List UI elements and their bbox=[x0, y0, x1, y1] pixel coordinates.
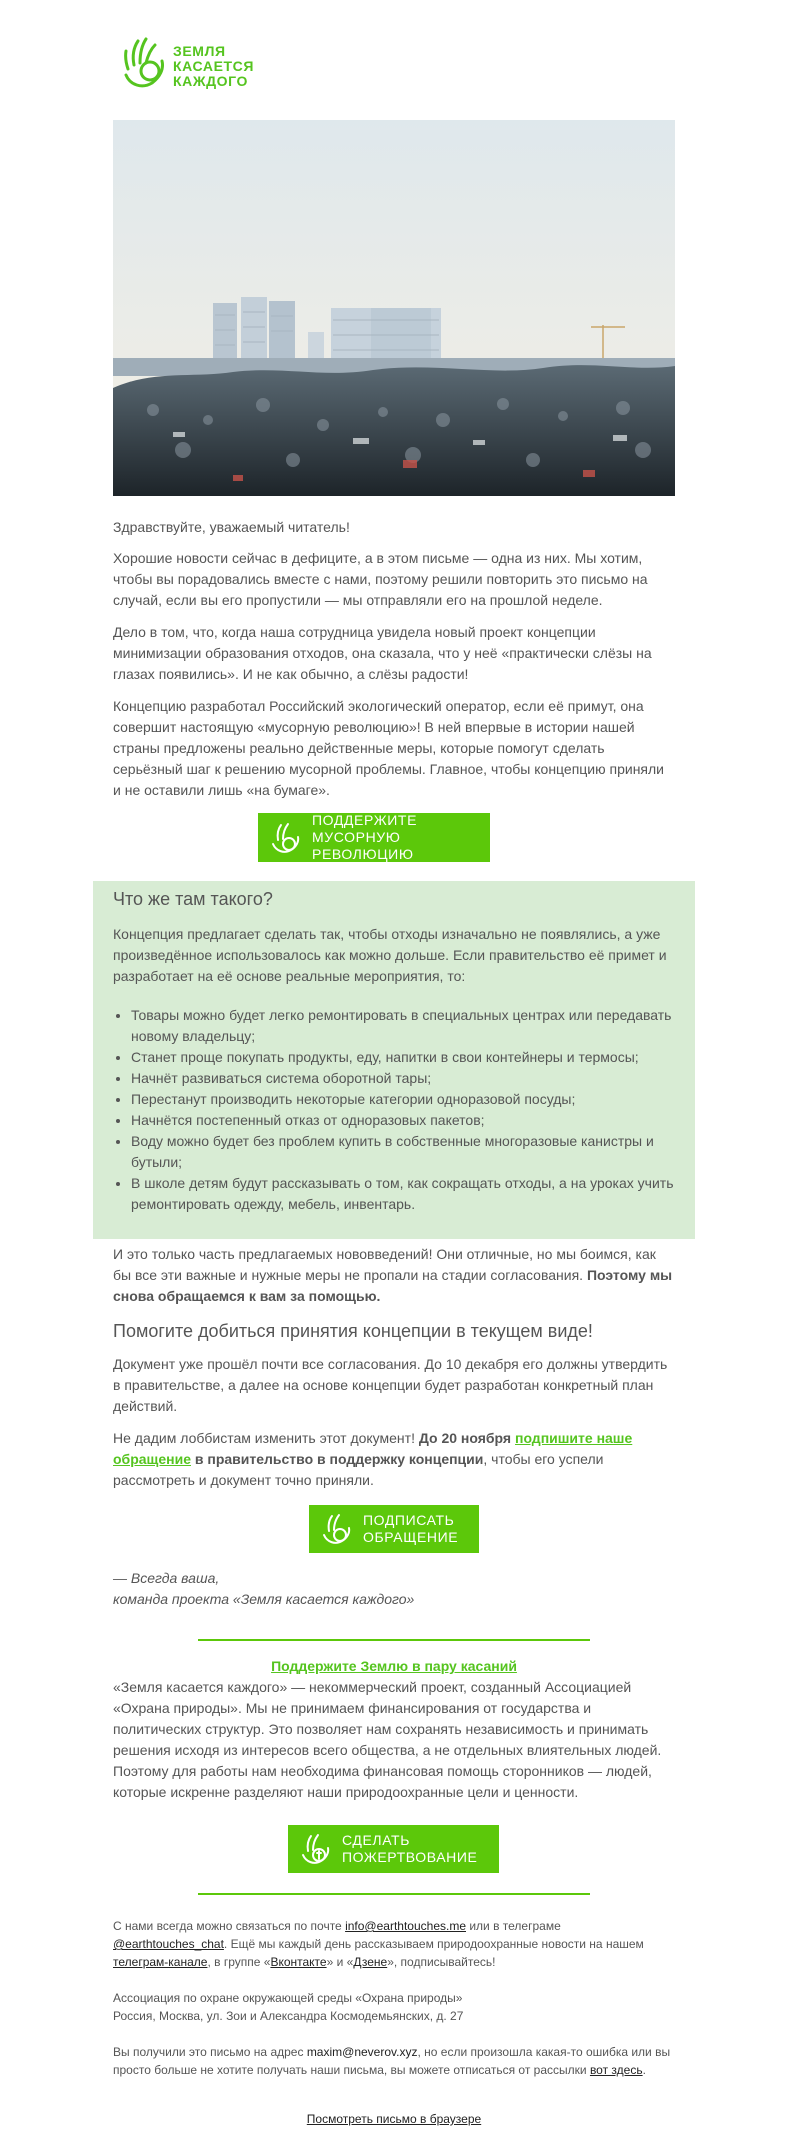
list-item: • В школе детям будут рассказывать о том, как сокращать отходы, а на уроках учить ремонтировать одежду, мебель, инвентарь. bbox=[131, 1173, 675, 1215]
sign-appeal-button[interactable] bbox=[309, 1505, 479, 1553]
browser-view bbox=[113, 2110, 675, 2128]
email-link[interactable]: info@earthtouches.me bbox=[345, 1919, 466, 1933]
landfill-photo bbox=[113, 120, 675, 496]
measures-list bbox=[113, 1005, 675, 1215]
sent-text-c: . bbox=[642, 2063, 646, 2077]
telegram-chat-link[interactable]: @earthtouches_chat bbox=[113, 1937, 224, 1951]
button-label-line-1: ПОДДЕРЖИТЕ bbox=[312, 812, 418, 828]
logo-line-2: КАСАЕТСЯ bbox=[173, 58, 255, 74]
divider-bottom bbox=[198, 1893, 590, 1895]
after-bold: Поэтому мы снова обращаемся к вам за помощью. bbox=[113, 1267, 673, 1304]
help-p2-c: в правительство в поддержку концепции bbox=[190, 1451, 484, 1467]
logo-line-1: ЗЕМЛЯ bbox=[173, 43, 226, 59]
help-p2-d: , чтобы его успели рассмотреть и документ точно приняли. bbox=[113, 1451, 604, 1488]
logo-text bbox=[173, 44, 254, 89]
donate-title bbox=[113, 1656, 675, 1677]
greeting: Здравствуйте, уважаемый читатель! bbox=[113, 519, 350, 535]
button-label-line-1: СДЕЛАТЬ bbox=[342, 1832, 410, 1848]
button-label-line-2: МУСОРНУЮ РЕВОЛЮЦИЮ bbox=[312, 829, 414, 862]
donate-title-link[interactable]: Поддержите Землю в пару касаний bbox=[271, 1658, 517, 1674]
signature-line-2: команда проекта «Земля касается каждого» bbox=[113, 1591, 415, 1607]
donate-button[interactable] bbox=[288, 1825, 499, 1873]
org-line-2: Россия, Москва, ул. Зои и Александра Космодемьянских, д. 27 bbox=[113, 2009, 464, 2023]
button-label-line-2: ПОЖЕРТВОВАНИЕ bbox=[342, 1849, 478, 1865]
logo-line-3: КАЖДОГО bbox=[173, 73, 249, 89]
signature bbox=[113, 1568, 675, 1610]
contact-text-b: или в телеграме bbox=[466, 1919, 561, 1933]
list-item: • Начнётся постепенный отказ от одноразовых пакетов; bbox=[131, 1110, 675, 1131]
list-item: • Товары можно будет легко ремонтировать в специальных центрах или передавать новому владельцу; bbox=[131, 1005, 675, 1047]
help-section bbox=[113, 1244, 675, 1491]
sign-appeal-link[interactable]: подпишите наше обращение bbox=[113, 1430, 633, 1467]
help-paragraph-1: Документ уже прошёл почти все согласования. До 10 декабря его должны утвердить в правительстве, а далее на основе концепции будет разработан конкретный план действий. bbox=[113, 1356, 668, 1414]
divider-top bbox=[198, 1639, 590, 1641]
button-label-line-1: ПОДПИСАТЬ bbox=[363, 1512, 455, 1528]
dzen-link[interactable]: Дзене bbox=[353, 1955, 388, 1969]
contact-paragraph bbox=[113, 1917, 675, 1971]
donate-text: «Земля касается каждого» — некоммерческий проект, созданный Ассоциацией «Охрана природы». Мы не принимаем финансирования от государства и политических структур. Это позволяет нам сохранять независимость и принимать решения исходя из интересов всего общества, а не отдельных влиятельных людей. Поэтому для работы нам необходима финансовая помощь сторонников — людей, которые искренне разделяют наши природоохранные цели и ценности. bbox=[113, 1679, 662, 1800]
contact-text-f: », подписывайтесь! bbox=[387, 1955, 496, 1969]
sent-text-b: , но если произошла какая-то ошибка или вы просто больше не хотите получать наши письма, вы можете отписаться от рассылки bbox=[113, 2045, 671, 2077]
signature-line-1: — Всегда ваша, bbox=[113, 1570, 220, 1586]
help-p2-b: До 20 ноября bbox=[418, 1430, 515, 1446]
org-line-1: Ассоциация по охране окружающей среды «Охрана природы» bbox=[113, 1991, 463, 2005]
contact-text-a: С нами всегда можно связаться по почте bbox=[113, 1919, 346, 1933]
view-in-browser-link[interactable]: Посмотреть письмо в браузере bbox=[306, 2112, 482, 2126]
contact-text-e: » и « bbox=[326, 1955, 354, 1969]
sent-text-a: Вы получили это письмо на адрес bbox=[113, 2045, 307, 2059]
telegram-channel-link[interactable]: телеграм-канале bbox=[113, 1955, 208, 1969]
contact-text-c: . Ещё мы каждый день рассказываем природоохранные новости на нашем bbox=[223, 1937, 644, 1951]
unsubscribe-link[interactable]: вот здесь bbox=[589, 2063, 643, 2077]
help-paragraph-2 bbox=[113, 1428, 675, 1491]
support-revolution-button[interactable] bbox=[258, 813, 490, 862]
button-label-line-2: ОБРАЩЕНИЕ bbox=[363, 1529, 459, 1545]
list-item: • Перестанут производить некоторые категории одноразовой посуды; bbox=[131, 1089, 675, 1110]
earth-hand-icon bbox=[268, 820, 304, 856]
contact-text-d: , в группе « bbox=[207, 1955, 271, 1969]
what-section-title: Что же там такого? bbox=[113, 889, 273, 909]
after-paragraph bbox=[113, 1244, 675, 1307]
earth-hand-icon bbox=[319, 1511, 355, 1547]
landfill-illustration bbox=[113, 120, 675, 496]
intro-section bbox=[113, 517, 675, 801]
donate-section bbox=[113, 1656, 675, 1803]
what-section-intro: Концепция предлагает сделать так, чтобы отходы изначально не появлялись, а уже произведённое использовалось как можно дольше. Если правительство её примет и разработает на её основе реальные мероприятия, то: bbox=[113, 926, 667, 984]
vk-link[interactable]: Вконтакте bbox=[270, 1955, 327, 1969]
earth-hand-icon bbox=[120, 35, 170, 91]
intro-paragraph-2: Дело в том, что, когда наша сотрудница увидела новый проект концепции минимизации образования отходов, она сказала, что у неё «практически слёзы на глазах появились». И не как обычно, а слёзы радости! bbox=[113, 624, 652, 682]
footer bbox=[113, 1917, 675, 2079]
after-text: И это только часть предлагаемых нововведений! Они отличные, но мы боимся, как бы все эти важные и нужные меры не пропали на стадии согласования. bbox=[113, 1246, 656, 1283]
intro-paragraph-3: Концепцию разработал Российский экологический оператор, если её примут, она совершит настоящую «мусорную революцию»! В ней впервые в истории нашей страны предложены реально действенные меры, которые помогут сделать серьёзный шаг к решению мусорной проблемы. Главное, чтобы концепцию приняли и не оставили лишь «на бумаге». bbox=[113, 698, 665, 798]
list-item: • Начнёт развиваться система оборотной тары; bbox=[131, 1068, 675, 1089]
sent-paragraph bbox=[113, 2043, 675, 2079]
list-item: • Станет проще покупать продукты, еду, напитки в свои контейнеры и термосы; bbox=[131, 1047, 675, 1068]
intro-paragraph-1: Хорошие новости сейчас в дефиците, а в этом письме — одна из них. Мы хотим, чтобы вы порадовались вместе с нами, поэтому решили повторить это письмо на случай, если вы его пропустили — мы отправляли его на прошлой неделе. bbox=[113, 550, 648, 608]
what-is-inside-box bbox=[93, 881, 695, 1239]
recipient-email: maxim@neverov.xyz bbox=[306, 2045, 418, 2059]
list-item: • Воду можно будет без проблем купить в собственные многоразовые канистры и бутыли; bbox=[131, 1131, 675, 1173]
help-p2-a: Не дадим лоббистам изменить этот документ! bbox=[113, 1430, 419, 1446]
logo[interactable] bbox=[120, 35, 280, 95]
earth-hand-coin-icon bbox=[298, 1831, 334, 1867]
help-section-title: Помогите добиться принятия концепции в текущем виде! bbox=[113, 1321, 593, 1341]
